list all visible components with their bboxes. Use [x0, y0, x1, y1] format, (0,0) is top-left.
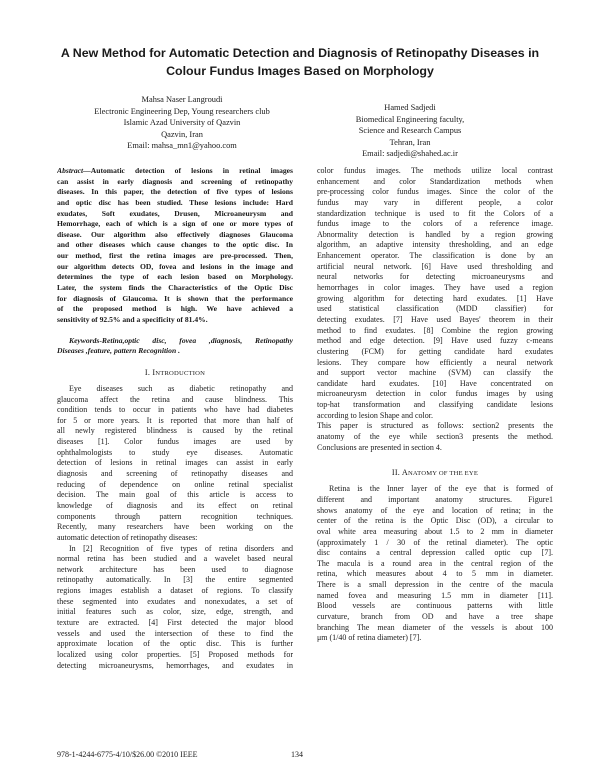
author-name: Mahsa Naser Langroudi	[141, 95, 223, 104]
author-email: Email: sadjedi@shahed.ac.ir	[362, 149, 458, 159]
text-line: Recently, many researchers have been working on the	[57, 522, 293, 532]
paper-title	[40, 44, 560, 80]
author-email: Email: mahsa_mn1@yahoo.com	[127, 141, 237, 151]
text-line: used statistical classification (MDD classifier) for	[317, 304, 553, 314]
abstract-line: sensitivity of 92.5% and a specificity of 81.4%.	[57, 314, 208, 324]
text-line: diseases [1]. Color fundus images are used by	[57, 437, 293, 447]
text-line: components through pattern recognition techniques.	[57, 511, 293, 521]
keywords	[57, 336, 293, 357]
text-line: method to find exudates. [8] Combine the region growing	[317, 325, 553, 335]
abstract-line: can assist in early diagnosis and screening of retinopathy	[57, 176, 293, 186]
text-line: enhancement and color Standardization methods when	[317, 176, 553, 186]
section-title: INTRODUCTION	[152, 367, 206, 377]
text-line: detection of lesions in retinal images can assist in early	[57, 458, 293, 468]
section-heading-anatomy	[317, 467, 553, 479]
text-line: Retina is the Inner layer of the eye that is formed of	[329, 484, 553, 494]
text-line: fundus may vary in different people, a color	[317, 197, 553, 207]
page-number: 134	[291, 750, 303, 759]
intro-paragraph-2	[57, 544, 293, 672]
author-affiliation: Biomedical Engineering faculty,	[355, 114, 465, 124]
author-location: Qazvin, Iran	[161, 129, 203, 139]
text-line: according to lesion Shape and color.	[317, 410, 433, 420]
abstract-line: disease. Our algorithm also effectively diagnoses Glaucoma	[57, 229, 293, 239]
text-line: automatic detection of retinopathy diseases:	[57, 532, 198, 542]
text-line: approximate location of the optic disc. This is further	[57, 639, 293, 649]
text-line: normal retina has been studied and a wavelet based neural	[57, 554, 293, 564]
text-line: fundus image to the colors of a reference image.	[317, 219, 553, 229]
text-line: decision. The main goal of this article is access to	[57, 490, 293, 500]
text-line: The macula is a round area in the central region of the	[317, 558, 553, 568]
text-line: regions images establish a dataset of regions. To classify	[57, 586, 293, 596]
intro-paragraph-continued	[317, 166, 553, 421]
text-line: named fovea and measuring 1.5 mm in diameter [11].	[317, 590, 553, 600]
text-line: neural networks for detecting microaneurysms and	[317, 272, 553, 282]
anatomy-paragraph	[317, 484, 553, 644]
text-line: Enhancement operator. The classification is done by an	[317, 251, 553, 261]
text-line: pre-processing color fundus images. Since the color of the	[317, 187, 553, 197]
text-line: initial features such as color, size, edge, strength, and	[57, 607, 293, 617]
text-line: Blood vessels are continuous patterns with little	[317, 601, 553, 611]
text-line: branching The mean diameter of the vessels is about 100	[317, 622, 553, 632]
text-line: disc contains a central depression called optic cup [7].	[317, 548, 553, 558]
abstract-line	[57, 166, 293, 177]
text-line: retina, which measures about 4 to 5 mm in diameter.	[317, 569, 553, 579]
text-line: Eye diseases such as diabetic retinopathy and	[69, 383, 293, 393]
text-line: method and edge detection. [9] Have used fuzzy c-means	[317, 336, 553, 346]
author-affiliation: Science and Research Campus	[358, 126, 462, 136]
text-line: all newly registered blindness is caused by the retinal	[57, 426, 293, 436]
abstract-line: our algorithm detects OD, fovea and lesions in the image and	[57, 261, 293, 271]
text-line: detecting exudates. [7] Have used Bayes' theorem in their	[317, 314, 553, 324]
text-line: curvature, branch from OD and have a tree shape	[317, 611, 553, 621]
text-line: color fundus images. The methods utilize local contrast	[317, 166, 553, 175]
abstract-line: and optic disc has been studied. These lesions include: Hard	[57, 197, 293, 207]
abstract-line: our method, first the retina images are pre-processed. Then,	[57, 251, 293, 261]
abstract-line: diseases. In this paper, the detection of five types of lesions	[57, 187, 293, 197]
text-line: top-hat transformation and classifying candidate lesions	[317, 400, 553, 410]
abstract-first-line: Automatic detection of lesions in retinal images	[90, 166, 293, 175]
text-line: clustering (FCM) for getting candidate hard exudates	[317, 346, 553, 356]
intro-paragraph-structure	[317, 421, 553, 453]
abstract-line: for diagnosis of Glaucoma. It is shown that the performance	[57, 293, 293, 303]
text-line: μm (1/40 of retina diameter) [7].	[317, 633, 422, 643]
right-column	[317, 166, 553, 644]
section-heading-introduction	[57, 367, 293, 379]
footer-isbn: 978-1-4244-6775-4/10/$26.00 ©2010 IEEE	[57, 750, 198, 759]
text-line: these segmented into exudates and nonexudates, a set of	[57, 596, 293, 606]
text-line: and support vector machine (SVM) can classify the	[317, 368, 553, 378]
author-location: Tehran, Iran	[389, 137, 431, 147]
author-block-1	[52, 94, 312, 152]
section-number: II.	[391, 468, 401, 478]
text-line: different and important anatomy structures. Figure1	[317, 494, 553, 504]
text-line: glaucoma affect the retina and cause blindness. This	[57, 394, 293, 404]
text-line: vessels and used the intersection of these to find the	[57, 628, 293, 638]
text-line: knowledge of diagnosis and its effect on retinal	[57, 500, 293, 510]
text-line: shows anatomy of the eye and location of retina; in the	[317, 505, 553, 515]
text-line: There is a small depression in the centre of the macula	[317, 580, 553, 590]
author-affiliation: Islamic Azad University of Qazvin	[123, 118, 241, 128]
text-line: candidate hard exudates. [10] Have concentrated on	[317, 378, 553, 388]
text-line: texture are extracted. [4] First detected the major blood	[57, 617, 293, 627]
text-line: anatomy of the eye while section3 presents the method.	[317, 432, 553, 442]
text-line: microaneurysm detection in color fundus images by using	[317, 389, 553, 399]
text-line: lesions. They compare how efficiently a neural network	[317, 357, 553, 367]
title-line-2: Colour Fundus Images Based on Morphology	[166, 64, 434, 78]
keywords-line: Keywords-Retina,optic disc, fovea ,diagnosis, Retinopathy	[69, 335, 293, 345]
abstract-line: and other diseases which cause changes to the optic disc. In	[57, 240, 293, 250]
abstract-line: Later, the system finds the Characteristics of the Optic Disc	[57, 283, 293, 293]
text-line: growing algorithm for detecting hard exudates. [1] Have	[317, 293, 553, 303]
author-block-2	[310, 102, 510, 160]
text-line: algorithm, an adaptive intensity thresholding, and an edge	[317, 240, 553, 250]
text-line: for 5 or more years. It is reported that more than half of	[57, 415, 293, 425]
text-line: standardization technique is used to fit the Colors of a	[317, 208, 553, 218]
text-line: diagnosis and screening of retinopathy diseases and	[57, 469, 293, 479]
intro-paragraph-1	[57, 384, 293, 544]
text-line: detecting microaneurysms, hemorrhages, and exudates in	[57, 660, 293, 670]
left-column	[57, 166, 293, 671]
abstract-line: exudates, Soft exudates, Drusen, Microaneurysm and	[57, 208, 293, 218]
abstract-label: Abstract—	[57, 166, 91, 175]
title-line-1: A New Method for Automatic Detection and Diagnosis of Retinopathy Diseases in	[60, 46, 540, 60]
text-line: Abnormality detection is handled by a region growing	[317, 229, 553, 239]
text-line: Conclusions are presented in section 4.	[317, 442, 442, 452]
section-number: I.	[144, 367, 151, 377]
section-title: ANATOMY OF THE EYE	[401, 468, 479, 478]
text-line: ophthalmologists to study eye diseases. Automatic	[57, 447, 293, 457]
abstract-line: Hemorrhage, each of which is a sign of one or more types of	[57, 219, 293, 229]
text-line: condition tends to occur in patients who have had diabetes	[57, 405, 293, 415]
text-line: This paper is structured as follows: section2 presents the	[317, 421, 553, 431]
text-line: center of the retina is the Optic Disc (OD), a circular to	[317, 516, 553, 526]
text-line: (approximately 1 / 30 of the retinal diameter). The optic	[317, 537, 553, 547]
text-line: reducing of dependence on online retinal specialist	[57, 479, 293, 489]
text-line: hemorrhages in color images. They have used a region	[317, 283, 553, 293]
abstract	[57, 166, 293, 326]
author-affiliation: Electronic Engineering Dep, Young researchers club	[94, 106, 270, 116]
text-line: retinopathy automatically. In [3] the entire segmented	[57, 575, 293, 585]
abstract-line: of the proposed method is high. We have achieved a	[57, 304, 293, 314]
text-line: artificial neural network. [6] Have used thresholding and	[317, 261, 553, 271]
text-line: network architecture has been used to diagnose	[57, 564, 293, 574]
text-line: In [2] Recognition of five types of retina disorders and	[69, 543, 293, 553]
abstract-line: determines the type of each lesion based on Morphology.	[57, 272, 293, 282]
author-name: Hamed Sadjedi	[384, 103, 436, 112]
text-line: localized using color properties. [5] Proposed methods for	[57, 649, 293, 659]
keywords-line: Diseases ,feature, pattern Recognition .	[57, 346, 180, 356]
text-line: oval white area measuring about 1.5 to 2 mm in diameter	[317, 526, 553, 536]
